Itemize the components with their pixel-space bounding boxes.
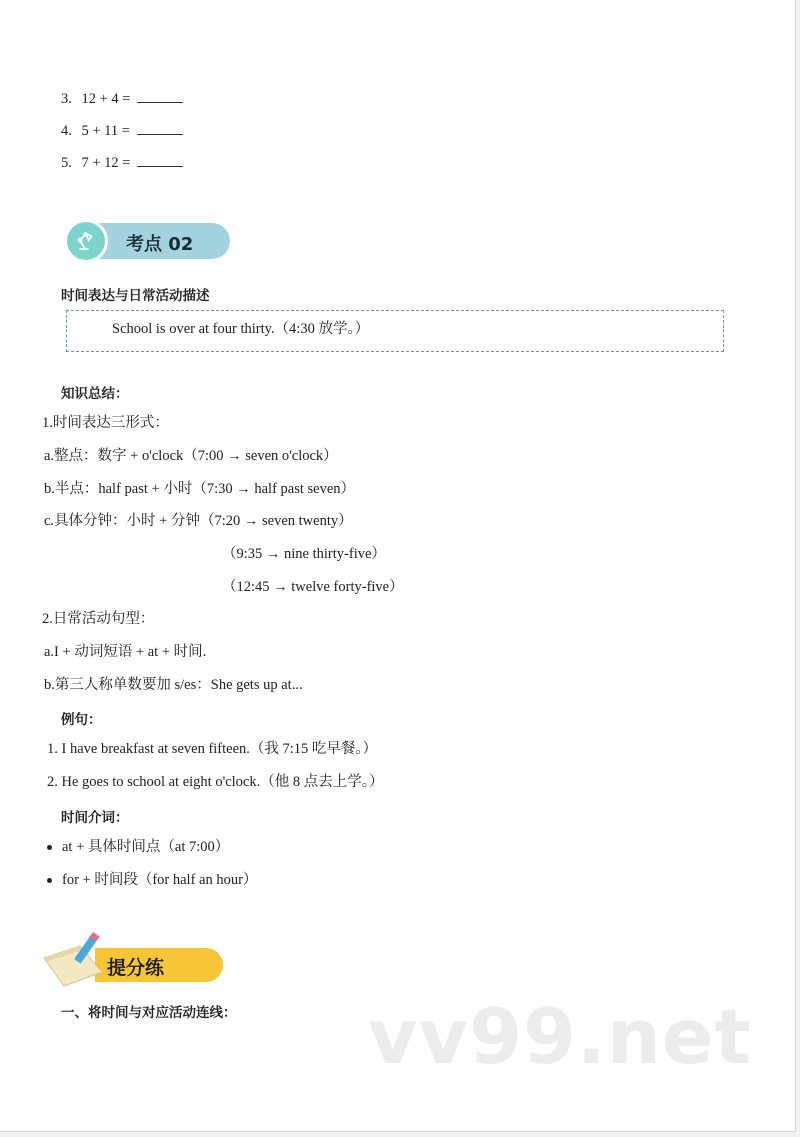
summary-item: c.具体分钟：小时 + 分钟（7:20 → seven twenty） [44,513,353,529]
summary-heading: 知识总结： [61,386,129,402]
topic-title: 时间表达与日常活动描述 [61,288,210,304]
exercise-4 [61,122,183,140]
example-sentence: 2. He goes to school at eight o'clock.（他 8 点去上学。） [47,774,384,790]
preposition-text: for + 时间段（for half an hour） [62,872,258,888]
example-box [66,310,724,352]
summary-part2-title: 2.日常活动句型： [42,611,155,627]
examples-heading: 例句： [61,712,102,728]
preposition-text: at + 具体时间点（at 7:00） [62,839,230,855]
practice-instruction: 一、将时间与对应活动连线： [61,1005,237,1021]
summary-item: a.整点：数字 + o'clock（7:00 → seven o'clock） [44,448,338,464]
section-badge [64,219,232,263]
exercise-expression: 7 + 12 = [81,155,131,171]
summary-item: （9:35 → nine thirty-five） [222,546,386,562]
answer-blank[interactable] [137,122,183,135]
summary-item: b.第三人称单数要加 s/es：She gets up at... [44,677,303,693]
section-badge-label: 考点 02 [126,234,194,255]
preposition-item [47,871,257,889]
summary-part1-title: 1.时间表达三形式： [42,415,169,431]
answer-blank[interactable] [137,154,183,167]
exercise-expression: 12 + 4 = [81,91,131,107]
answer-blank[interactable] [137,90,183,103]
exercise-5 [61,154,183,172]
example-sentence: 1. I have breakfast at seven fifteen.（我 7:15 吃早餐。） [47,741,378,757]
summary-item: a.I + 动词短语 + at + 时间. [44,644,207,660]
bullet-icon [47,878,52,883]
prepositions-heading: 时间介词： [61,810,129,826]
example-box-text: School is over at four thirty.（4:30 放学。） [112,321,370,337]
exercise-number: 4. [61,123,72,139]
summary-item: （12:45 → twelve forty-five） [222,579,404,595]
desk-lamp-icon [64,219,108,263]
watermark: vv99.net [368,992,752,1081]
practice-badge-label: 提分练 [107,957,165,979]
bullet-icon [47,845,52,850]
exercise-expression: 5 + 11 = [81,123,130,139]
practice-badge [40,928,190,988]
exercise-number: 5. [61,155,72,171]
summary-item: b.半点：half past + 小时（7:30 → half past seven） [44,481,356,497]
exercise-number: 3. [61,91,72,107]
preposition-item [47,838,229,856]
exercise-3 [61,90,183,108]
